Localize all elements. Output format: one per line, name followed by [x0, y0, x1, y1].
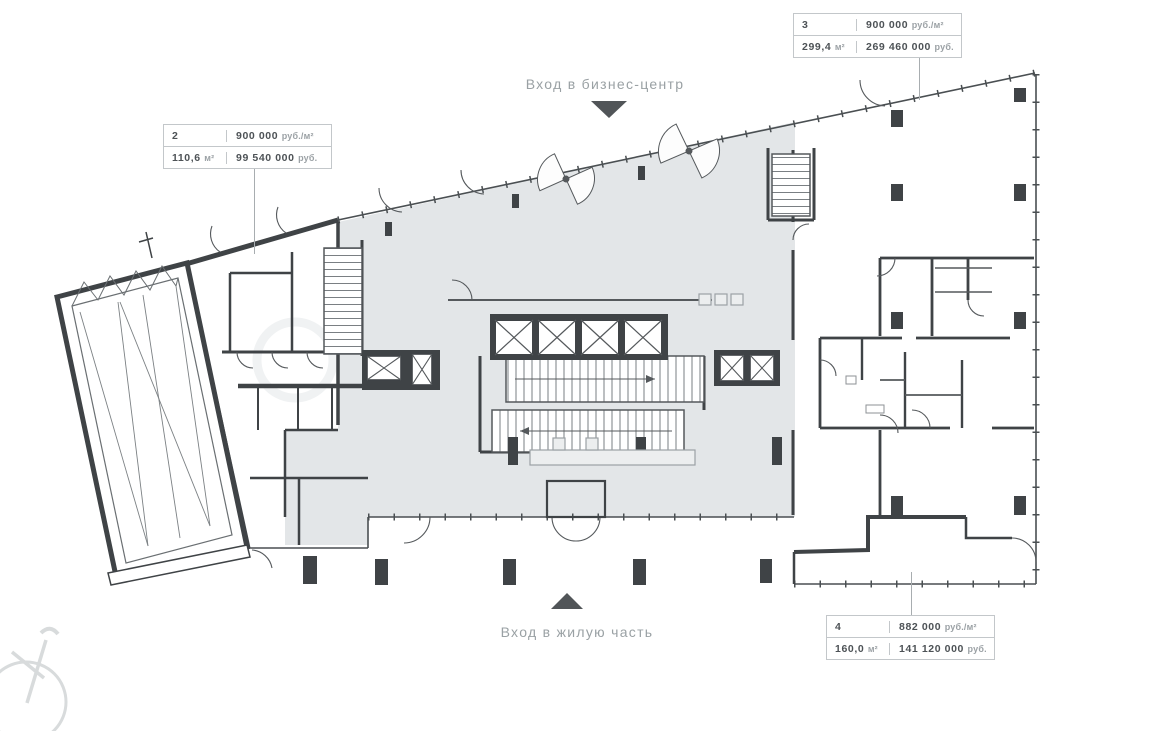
unit-rate: 900 000 руб./м² [226, 130, 331, 142]
unit-card-2 [163, 124, 332, 169]
unit-area: 160,0 м² [835, 642, 878, 655]
residential-entrance-label: Вход в жилую часть [500, 624, 654, 640]
leader-line [919, 54, 920, 100]
unit-total: 99 540 000 руб. [226, 152, 331, 164]
unit-total: 141 120 000 руб. [889, 643, 994, 655]
bicycle-icon [0, 629, 66, 731]
ramp [57, 232, 250, 585]
unit-area: 299,4 м² [802, 40, 845, 53]
entrance-arrow-up-icon [551, 593, 583, 609]
leader-line [254, 166, 255, 254]
unit-id: 4 [835, 620, 842, 633]
unit-id: 2 [172, 129, 179, 142]
unit-card-3 [793, 13, 962, 58]
unit-rate: 900 000 руб./м² [856, 19, 961, 31]
unit-area: 110,6 м² [172, 151, 215, 164]
unit-id: 3 [802, 18, 809, 31]
unit-rate: 882 000 руб./м² [889, 621, 994, 633]
unit-card-4 [826, 615, 995, 660]
unit-total: 269 460 000 руб. [856, 41, 961, 53]
entrance-arrow-down-icon [591, 101, 627, 118]
business-entrance-label: Вход в бизнес-центр [525, 76, 685, 92]
leader-line [911, 572, 912, 615]
